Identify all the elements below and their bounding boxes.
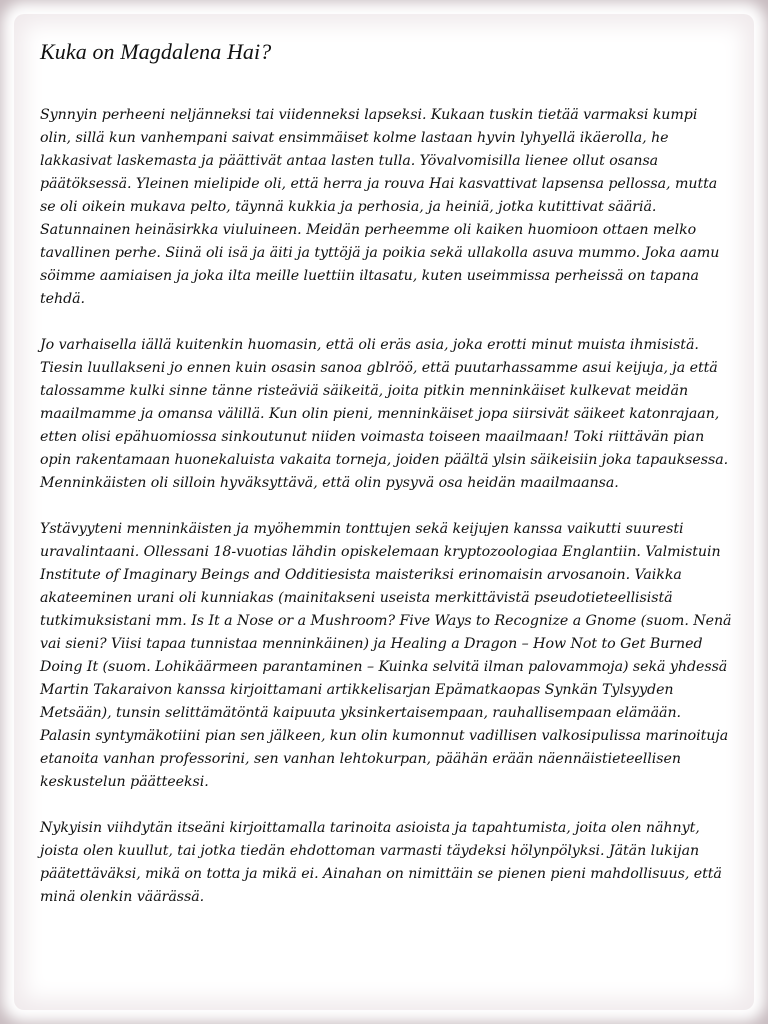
paragraph-4: Nykyisin viihdytän itseäni kirjoittamalla tarinoita asioista ja tapahtumista, joita olen nähnyt, joista olen kuullut, tai jotka tiedän ehdottoman varmasti täydeksi hölynpölyksi. Jätän lukijan päätettäväksi, mikä on totta ja mikä ei. Ainahan on nimittäin se pienen pieni mahdollisuus, että minä olenkin väärässä. [40, 820, 722, 905]
page-title: Kuka on Magdalena Hai? [40, 39, 272, 64]
paragraph-1: Synnyin perheeni neljänneksi tai viidenneksi lapseksi. Kukaan tuskin tietää varmaksi kumpi olin, sillä kun vanhempani saivat ensimmäiset kolme lastaan hyvin lyhyellä ikäerolla, he lakkasivat laskemasta ja päättivät antaa lasten tulla. Yövalvomisilla lienee ollut osansa päätöksessä. Yleinen mielipide oli, että herra ja rouva Hai kasvattivat lapsensa pellossa, mutta se oli oikein mukava pelto, täynnä kukkia ja perhosia, ja heiniä, jotka kutittivat sääriä. Satunnainen heinäsirkka viuluineen. Meidän perheemme oli kaiken huomioon ottaen melko tavallinen perhe. Siinä oli isä ja äiti ja tyttöjä ja poikia sekä ullakolla asuva mummo. Joka aamu söimme aamiaisen ja joka ilta meille luettiin iltasatu, kuten useimmissa perheissä on tapana tehdä. [40, 107, 720, 307]
paragraph-3: Ystävyyteni menninkäisten ja myöhemmin tonttujen sekä keijujen kanssa vaikutti suuresti uravalintaani. Ollessani 18-vuotias lähdin opiskelemaan kryptozoologiaa Englantiin. Valmistuin Institute of Imaginary Beings and Odditiesista maisteriksi erinomaisin arvosanoin. Vaikka akateeminen urani oli kunniakas (mainitakseni useista merkittävistä pseudotieteellisistä tutkimuksistani mm. Is It a Nose or a Mushroom? Five Ways to Recognize a Gnome (suom. Nenä vai sieni? Viisi tapaa tunnistaa menninkäinen) ja Healing a Dragon – How Not to Get Burned Doing It (suom. Lohikäärmeen parantaminen – Kuinka selvitä ilman palovammoja) sekä yhdessä Martin Takaraivon kanssa kirjoittamani artikkelisarjan Epämatkaopas Synkän Tylsyyden Metsään), tunsin selittämätöntä kaipuuta yksinkertaisempaan, rauhallisempaan elämään. Palasin syntymäkotiini pian sen jälkeen, kun olin kumonnut vadillisen valkosipulissa marinoituja etanoita vanhan professorini, sen vanhan lehtokurpan, päähän erään näennäistieteellisen keskustelun päätteeksi. [40, 521, 732, 790]
paragraph-2: Jo varhaisella iällä kuitenkin huomasin, että oli eräs asia, joka erotti minut muista ihmisistä. Tiesin luullakseni jo ennen kuin osasin sanoa gblröö, että puutarhassamme asui keijuja, ja että talossamme kulki sinne tänne risteäviä säikeitä, joita pitkin menninkäiset kulkevat meidän maailmamme ja omansa välillä. Kun olin pieni, menninkäiset jopa siirsivät säikeet katonrajaan, etten olisi epähuomiossa sinkoutunut niiden voimasta toiseen maailmaan! Toki riittävän pian opin rakentamaan huonekaluista vakaita torneja, joiden päältä ylsin säikeisiin joka tapauksessa. Menninkäisten oli silloin hyväksyttävä, että olin pysyvä osa heidän maailmaansa. [40, 337, 729, 491]
document-body [40, 38, 732, 932]
